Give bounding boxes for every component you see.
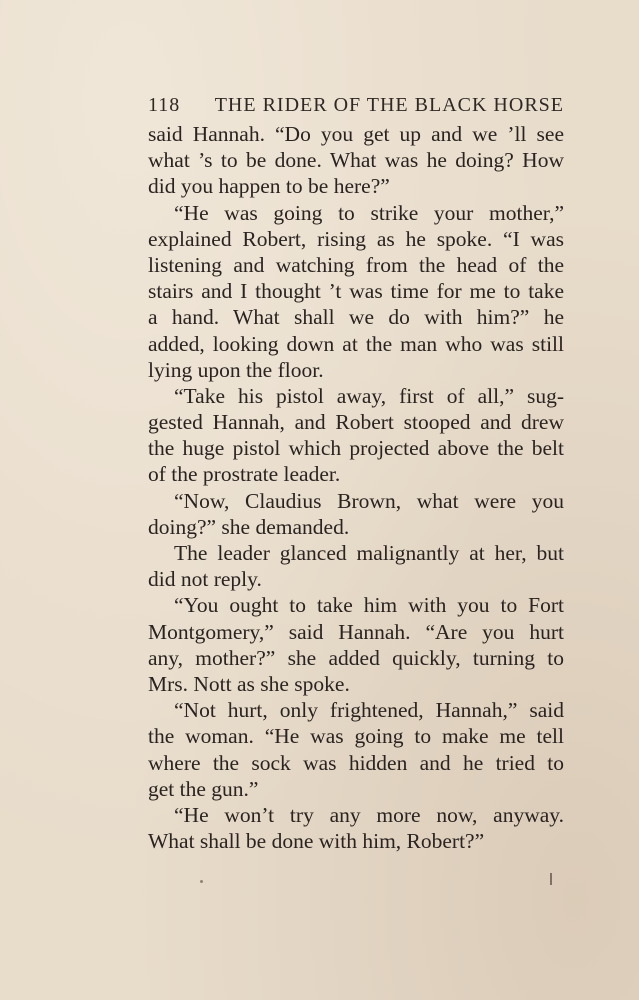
running-header — [148, 94, 564, 117]
text-line: doing?” she demanded. — [148, 514, 350, 539]
text-line: listening and watching from the head of the — [148, 252, 564, 277]
text-line: “You ought to take him with you to Fort — [174, 593, 564, 618]
paper-blemish — [200, 880, 203, 883]
text-line: “Not hurt, only frightened, Hannah,” said — [174, 698, 564, 723]
text-line: stairs and I thought ’t was time for me to take — [148, 279, 564, 304]
text-line: the woman. “He was going to make me tell — [148, 724, 564, 749]
text-line: What shall be done with him, Robert?” — [148, 829, 485, 854]
running-title: THE RIDER OF THE BLACK HORSE — [214, 94, 564, 116]
text-line: gested Hannah, and Robert stooped and drew — [148, 410, 564, 435]
text-line: any, mother?” she added quickly, turning to — [148, 645, 564, 670]
text-line: “He was going to strike your mother,” — [174, 200, 564, 225]
text-line: where the sock was hidden and he tried to — [148, 750, 564, 775]
text-line: Mrs. Nott as she spoke. — [148, 671, 350, 696]
text-line: said Hannah. “Do you get up and we ’ll see — [148, 122, 564, 146]
text-line: a hand. What shall we do with him?” he — [148, 305, 564, 330]
text-line: get the gun.” — [148, 776, 259, 801]
text-line: The leader glanced malignantly at her, but — [174, 541, 564, 565]
paper-blemish — [550, 873, 552, 885]
text-line: of the prostrate leader. — [148, 462, 341, 487]
text-line: what ’s to be done. What was he doing? How — [148, 148, 564, 173]
text-line: explained Robert, rising as he spoke. “I was — [148, 226, 564, 251]
page-number: 118 — [148, 94, 181, 116]
text-line: “He won’t try any more now, anyway. — [174, 802, 564, 827]
body-text — [148, 121, 564, 854]
text-line: Montgomery,” said Hannah. “Are you hurt — [148, 619, 564, 644]
text-line: added, looking down at the man who was still — [148, 331, 564, 356]
text-line: did not reply. — [148, 567, 262, 592]
text-line: did you happen to be here?” — [148, 174, 390, 199]
text-line: lying upon the floor. — [148, 357, 324, 382]
text-line: “Take his pistol away, first of all,” sug- — [174, 383, 564, 408]
text-line: “Now, Claudius Brown, what were you — [174, 488, 564, 513]
text-line: the huge pistol which projected above the belt — [148, 436, 564, 461]
